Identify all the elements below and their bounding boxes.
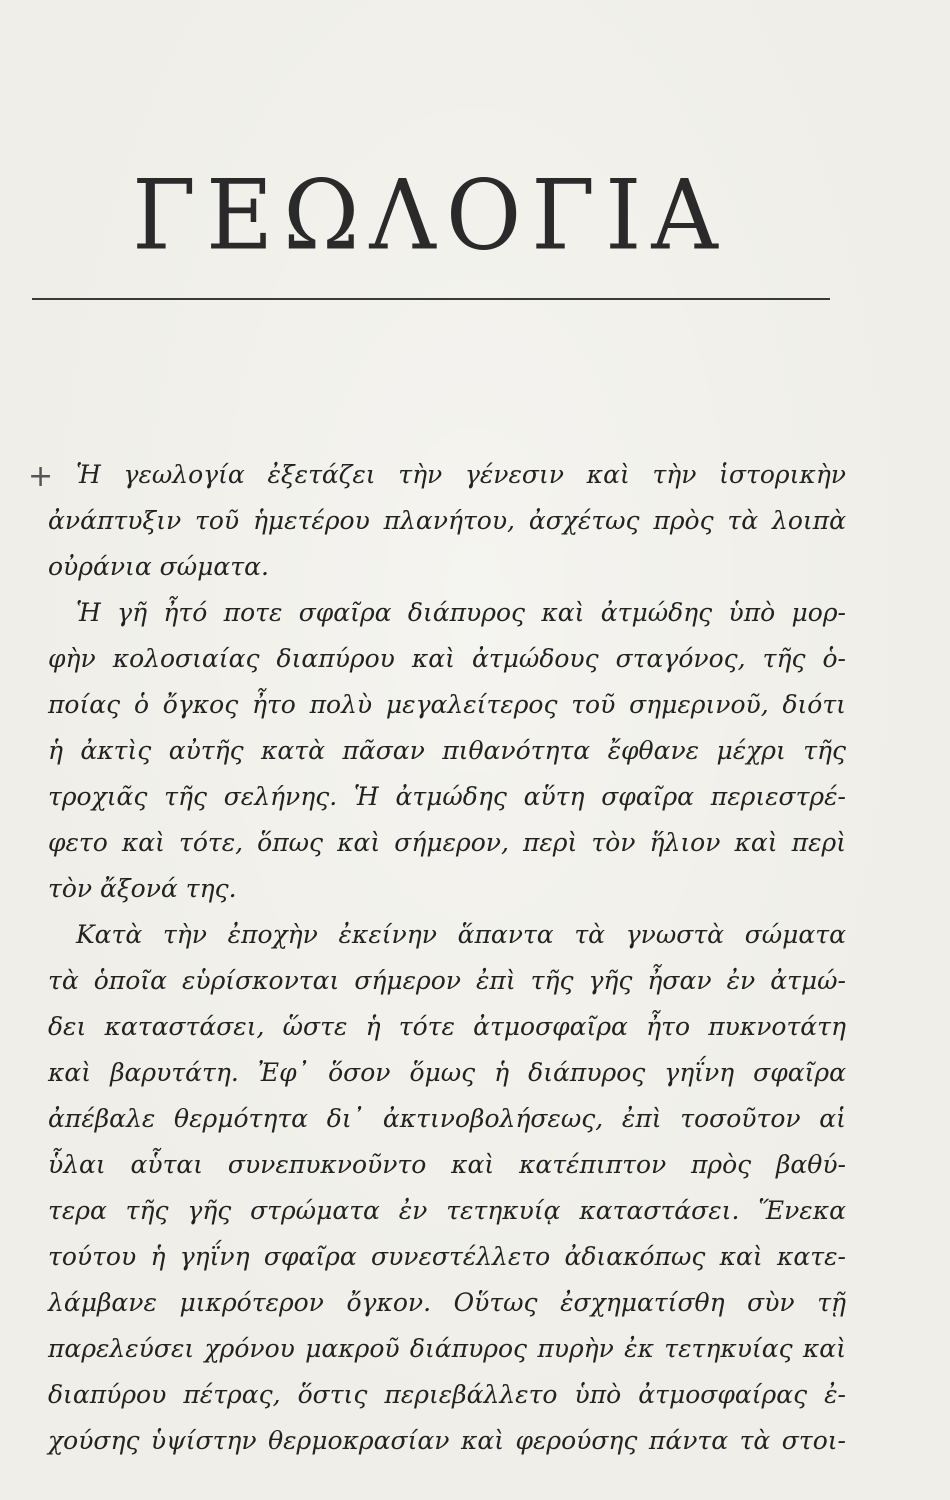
title-rule xyxy=(32,298,830,300)
text-line: χούσης ὑψίστην θερμοκρασίαν καὶ φερούσης πάντα τὰ στοι- xyxy=(48,1426,846,1455)
text-line: τερα τῆς γῆς στρώματα ἐν τετηκυίᾳ καταστάσει. Ἕνεκα xyxy=(48,1196,846,1225)
text-line: φετο καὶ τότε, ὅπως καὶ σήμερον, περὶ τὸν ἥλιον καὶ περὶ xyxy=(48,828,846,857)
text-line: τὸν ἄξονά της. xyxy=(48,874,237,903)
text-line: ἡ ἀκτὶς αὐτῆς κατὰ πᾶσαν πιθανότητα ἔφθανε μέχρι τῆς xyxy=(48,736,846,765)
text-line: τὰ ὁποῖα εὑρίσκονται σήμερον ἐπὶ τῆς γῆς ἦσαν ἐν ἀτμώ- xyxy=(48,966,846,995)
text-line: Ἡ γῆ ἦτό ποτε σφαῖρα διάπυρος καὶ ἀτμώδης ὑπὸ μορ- xyxy=(76,598,846,627)
text-line: οὐράνια σώματα. xyxy=(48,552,269,581)
text-line: παρελεύσει χρόνου μακροῦ διάπυρος πυρὴν ἐκ τετηκυίας καὶ xyxy=(48,1334,846,1363)
text-line: καὶ βαρυτάτη. Ἐφ᾽ ὅσον ὅμως ἡ διάπυρος γηΐνη σφαῖρα xyxy=(48,1058,846,1087)
text-line: ποίας ὁ ὄγκος ἦτο πολὺ μεγαλείτερος τοῦ σημερινοῦ, διότι xyxy=(48,690,846,719)
text-line: δει καταστάσει, ὥστε ἡ τότε ἀτμοσφαῖρα ἦτο πυκνοτάτη xyxy=(48,1012,846,1041)
text-line: ὗλαι αὗται συνεπυκνοῦντο καὶ κατέπιπτον πρὸς βαθύ- xyxy=(48,1150,846,1179)
text-line: τούτου ἡ γηΐνη σφαῖρα συνεστέλλετο ἀδιακόπως καὶ κατε- xyxy=(48,1242,846,1271)
text-line: διαπύρου πέτρας, ὅστις περιεβάλλετο ὑπὸ ἀτμοσφαίρας ἐ- xyxy=(48,1380,846,1409)
text-line: φὴν κολοσιαίας διαπύρου καὶ ἀτμώδους σταγόνος, τῆς ὁ- xyxy=(48,644,846,673)
chapter-title: ΓΕΩΛΟΓΙΑ xyxy=(132,159,728,272)
text-line: Ἡ γεωλογία ἐξετάζει τὴν γένεσιν καὶ τὴν ἱστορικὴν xyxy=(76,460,846,489)
body-text xyxy=(48,452,846,1464)
text-line: τροχιᾶς τῆς σελήνης. Ἡ ἀτμώδης αὕτη σφαῖρα περιεστρέ- xyxy=(48,782,846,811)
text-line: ἀνάπτυξιν τοῦ ἡμετέρου πλανήτου, ἀσχέτως πρὸς τὰ λοιπὰ xyxy=(48,506,846,535)
text-line: λάμβανε μικρότερον ὄγκον. Οὕτως ἐσχηματίσθη σὺν τῇ xyxy=(48,1288,846,1317)
text-line: ἀπέβαλε θερμότητα δι᾽ ἀκτινοβολήσεως, ἐπὶ τοσοῦτον αἱ xyxy=(48,1104,846,1133)
margin-mark: + xyxy=(28,459,54,494)
text-line: Κατὰ τὴν ἐποχὴν ἐκείνην ἅπαντα τὰ γνωστὰ σώματα xyxy=(76,920,846,949)
